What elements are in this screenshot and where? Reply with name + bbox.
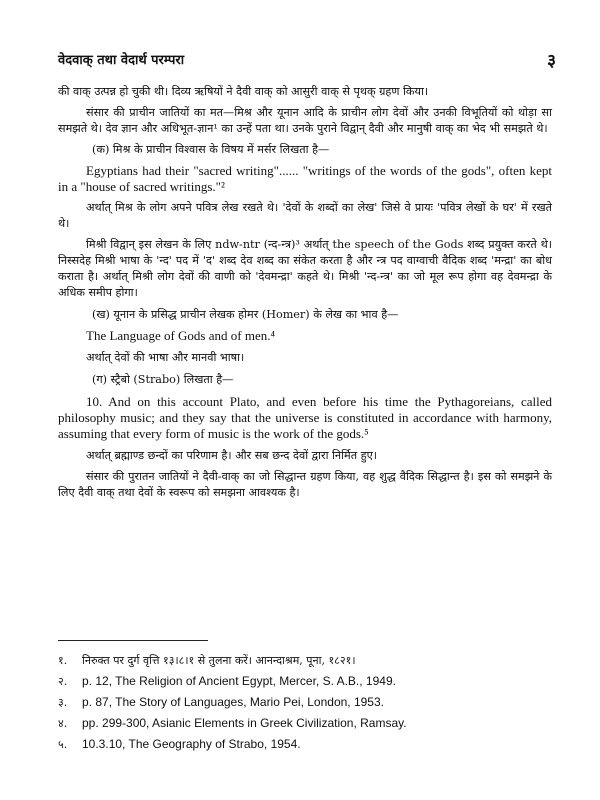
quote-homer: The Language of Gods and of men.⁴ [86, 328, 276, 343]
footnote-number: २. [58, 675, 68, 688]
running-title: वेदवाक् तथा वेदार्थ परम्परा [58, 53, 185, 68]
paragraph-continuation: की वाक् उत्पन्न हो चुकी थी। दिव्य ऋषियों ने दैवी वाक् को आसुरी वाक् से पृथक् ग्रहण किया। [58, 85, 429, 98]
footnote-number: ३. [58, 696, 68, 709]
paragraph-meaning-3: अर्थात् ब्रह्माण्ड छन्दों का परिणाम है। और सब छन्द देवों द्वारा निर्मित हुए। [86, 449, 378, 462]
main-text [58, 84, 552, 506]
footnote-number: ५. [58, 738, 68, 751]
paragraph-ancient-races: संसार की प्राचीन जातियों का मत—मिश्र और यूनान आदि के प्राचीन लोग देवों और उनकी विभूतियों को थोड़ा सा समझते थे। देव ज्ञान और अधिभूत-ज्ञान¹ का उन्हें पता था। उनके पुराने विद्वान् दैवी और मानुषी वाक् का भेद भी समझते थे। [58, 106, 552, 135]
footnotes [58, 650, 552, 755]
footnote-item [58, 650, 552, 671]
quote-strabo: 10. And on this account Plato, and even before his time the Pythagoreians, called philosophy music; and they say that the universe is constituted in accordance with harmony, assuming that every form of music is the work of the gods.⁵ [58, 394, 552, 441]
item-ga-strabo: (ग) स्ट्रैबो (Strabo) लिखता है— [92, 373, 234, 386]
running-header [58, 48, 558, 72]
quote-mercer: Egyptians had their "sacred writing"...... "writings of the words of the gods", often kept in a "house of sacred writings."² [58, 163, 552, 194]
footnote-text: pp. 299-300, Asianic Elements in Greek Civilization, Ramsay. [82, 716, 407, 730]
footnote-item [58, 692, 552, 713]
paragraph-meaning-2: अर्थात् देवों की भाषा और मानवी भाषा। [86, 351, 245, 364]
page-number: ३ [547, 51, 556, 71]
paragraph-ndw-ntr: मिश्री विद्वान् इस लेखन के लिए ndw-ntr (न्द-न्त्र)³ अर्थात् the speech of the Gods शब्द प्रयुक्त करते थे। निस्सदेह मिश्री भाषा के 'न्द' पद में 'द' शब्द देव शब्द का संकेत करता है और न्त्र पद वाग्वाची वैदिक शब्द 'मन्द्रा' का बोध कराता है। अर्थात् मिश्री लोग देवों की वाणी को 'देवमन्द्रा' कहते थे। मिश्री 'न्द-न्त्र' का जो मूल रूप होगा वह देवमन्द्रा के अधिक समीप होगा। [58, 238, 552, 299]
footnote-text: निरुक्त पर दुर्ग वृत्ति १३।८।१ से तुलना करें। आनन्दाश्रम, पूना, १८२१। [82, 654, 356, 667]
footnote-text: p. 12, The Religion of Ancient Egypt, Mercer, S. A.B., 1949. [82, 674, 396, 688]
footnote-item [58, 671, 552, 692]
paragraph-conclusion: संसार की पुरातन जातियों ने दैवी-वाक् का जो सिद्धान्त ग्रहण किया, वह शुद्ध वैदिक सिद्धान्त है। इस को समझने के लिए दैवी वाक् तथा देवों के स्वरूप को समझना आवश्यक है। [58, 470, 552, 499]
footnote-number: ४. [58, 717, 68, 730]
footnote-number: १. [58, 654, 68, 667]
footnote-item [58, 734, 552, 755]
footnote-divider [58, 640, 208, 641]
footnote-item [58, 713, 552, 734]
footnote-text: 10.3.10, The Geography of Strabo, 1954. [82, 737, 301, 751]
footnote-text: p. 87, The Story of Languages, Mario Pei, London, 1953. [82, 695, 384, 709]
paragraph-meaning-1: अर्थात् मिश्र के लोग अपने पवित्र लेख रखते थे। 'देवों के शब्दों का लेख' जिसे वे प्रायः 'पवित्र लेखों के घर' में रखते थे। [58, 201, 552, 230]
item-ka-egypt: (क) मिश्र के प्राचीन विश्वास के विषय में मर्सर लिखता है— [92, 143, 330, 156]
item-kha-homer: (ख) यूनान के प्रसिद्ध प्राचीन लेखक होमर (Homer) के लेख का भाव है— [92, 308, 399, 321]
